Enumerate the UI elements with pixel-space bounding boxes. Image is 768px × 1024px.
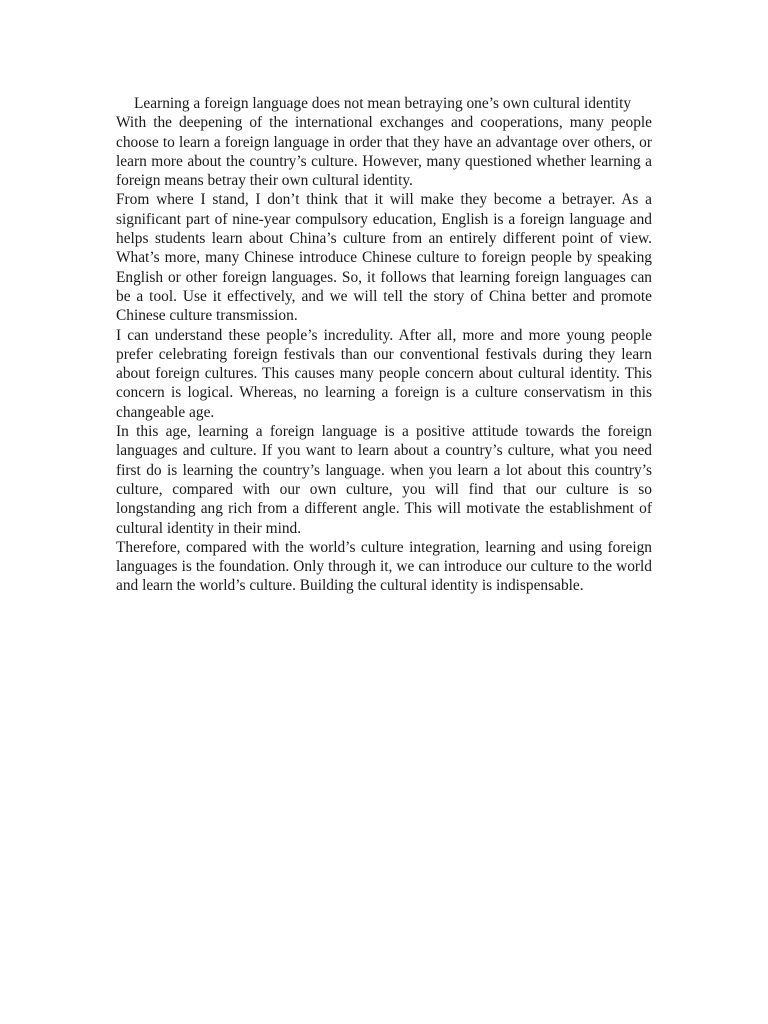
- paragraph-5: Therefore, compared with the world’s culture integration, learning and using foreign languages is the foundation. Only through it, we can introduce our culture to the world and learn the world’s culture. Building the cultural identity is indispensable.: [116, 538, 652, 595]
- paragraph-1: With the deepening of the international exchanges and cooperations, many people choose to learn a foreign language in order that they have an advantage over others, or learn more about the country’s culture. However, many questioned whether learning a foreign means betray their own cultural identity.: [116, 114, 652, 190]
- paragraph-4: In this age, learning a foreign language is a positive attitude towards the foreign languages and culture. If you want to learn about a country’s culture, what you need first do is learning the country’s language. when you learn a lot about this country’s culture, compared with our own culture, you will find that our culture is so longstanding ang rich from a different angle. This will motivate the establishment of cultural identity in their mind.: [116, 423, 652, 537]
- essay-title: Learning a foreign language does not mean betraying one’s own cultural identity: [134, 95, 632, 112]
- paragraph-3: I can understand these people’s incredulity. After all, more and more young people prefer celebrating foreign festivals than our conventional festivals during they learn about foreign cultures. This causes many people concern about cultural identity. This concern is logical. Whereas, no learning a foreign is a culture conservatism in this changeable age.: [116, 326, 652, 421]
- essay-page: [116, 94, 652, 596]
- paragraph-2: From where I stand, I don’t think that it will make they become a betrayer. As a significant part of nine-year compulsory education, English is a foreign language and helps students learn about China’s culture from an entirely different point of view. What’s more, many Chinese introduce Chinese culture to foreign people by speaking English or other foreign languages. So, it follows that learning foreign languages can be a tool. Use it effectively, and we will tell the story of China better and promote Chinese culture transmission.: [116, 191, 652, 325]
